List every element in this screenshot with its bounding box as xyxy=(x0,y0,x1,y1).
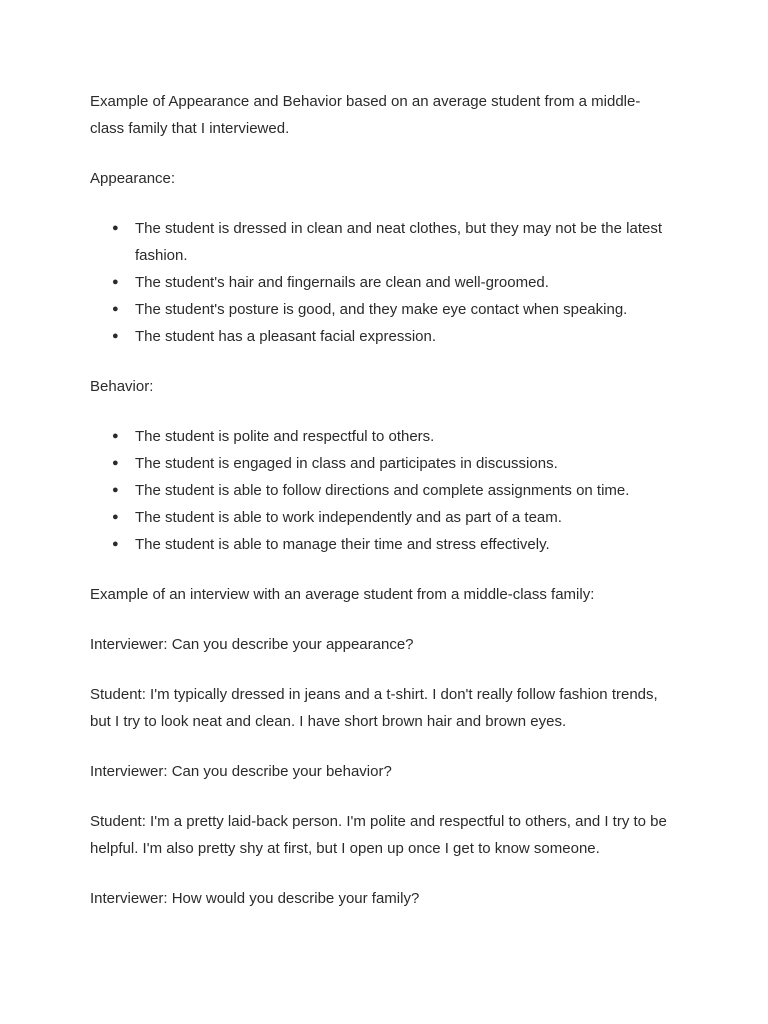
list-item-text: The student is able to work independently and as part of a team. xyxy=(135,509,562,526)
interview-question: Interviewer: Can you describe your behavior? xyxy=(90,763,392,780)
list-item xyxy=(112,450,670,477)
appearance-heading: Appearance: xyxy=(90,170,176,187)
list-item-text: The student is able to manage their time and stress effectively. xyxy=(135,536,550,553)
bullet-icon: ● xyxy=(112,457,119,469)
list-item-text: The student has a pleasant facial expression. xyxy=(135,328,437,345)
bullet-icon: ● xyxy=(112,538,119,550)
behavior-heading: Behavior: xyxy=(90,378,154,395)
list-item-text: The student is dressed in clean and neat clothes, but they may not be the latest fashion. xyxy=(135,220,662,264)
interview-answer: Student: I'm a pretty laid-back person. I'm polite and respectful to others, and I try to be helpful. I'm also pretty shy at first, but I open up once I get to know someone. xyxy=(90,813,667,857)
list-item xyxy=(112,323,670,350)
interview-answer: Student: I'm typically dressed in jeans and a t-shirt. I don't really follow fashion trends, but I try to look neat and clean. I have short brown hair and brown eyes. xyxy=(90,686,658,730)
appearance-list xyxy=(90,215,670,350)
document-page xyxy=(90,88,670,935)
list-item-text: The student's posture is good, and they make eye contact when speaking. xyxy=(135,301,628,318)
bullet-icon: ● xyxy=(112,222,119,234)
list-item-text: The student's hair and fingernails are clean and well-groomed. xyxy=(135,274,549,291)
list-item-text: The student is able to follow directions and complete assignments on time. xyxy=(135,482,630,499)
list-item xyxy=(112,531,670,558)
interview-intro: Example of an interview with an average student from a middle-class family: xyxy=(90,586,595,603)
bullet-icon: ● xyxy=(112,330,119,342)
list-item xyxy=(112,296,670,323)
list-item xyxy=(112,423,670,450)
bullet-icon: ● xyxy=(112,511,119,523)
bullet-icon: ● xyxy=(112,276,119,288)
list-item xyxy=(112,215,670,269)
interview-question: Interviewer: Can you describe your appearance? xyxy=(90,636,414,653)
behavior-list xyxy=(90,423,670,558)
list-item xyxy=(112,477,670,504)
bullet-icon: ● xyxy=(112,484,119,496)
bullet-icon: ● xyxy=(112,430,119,442)
list-item-text: The student is engaged in class and participates in discussions. xyxy=(135,455,558,472)
intro-paragraph: Example of Appearance and Behavior based on an average student from a middle-class family that I interviewed. xyxy=(90,93,641,137)
list-item-text: The student is polite and respectful to others. xyxy=(135,428,435,445)
list-item xyxy=(112,269,670,296)
bullet-icon: ● xyxy=(112,303,119,315)
list-item xyxy=(112,504,670,531)
interview-question: Interviewer: How would you describe your family? xyxy=(90,890,420,907)
